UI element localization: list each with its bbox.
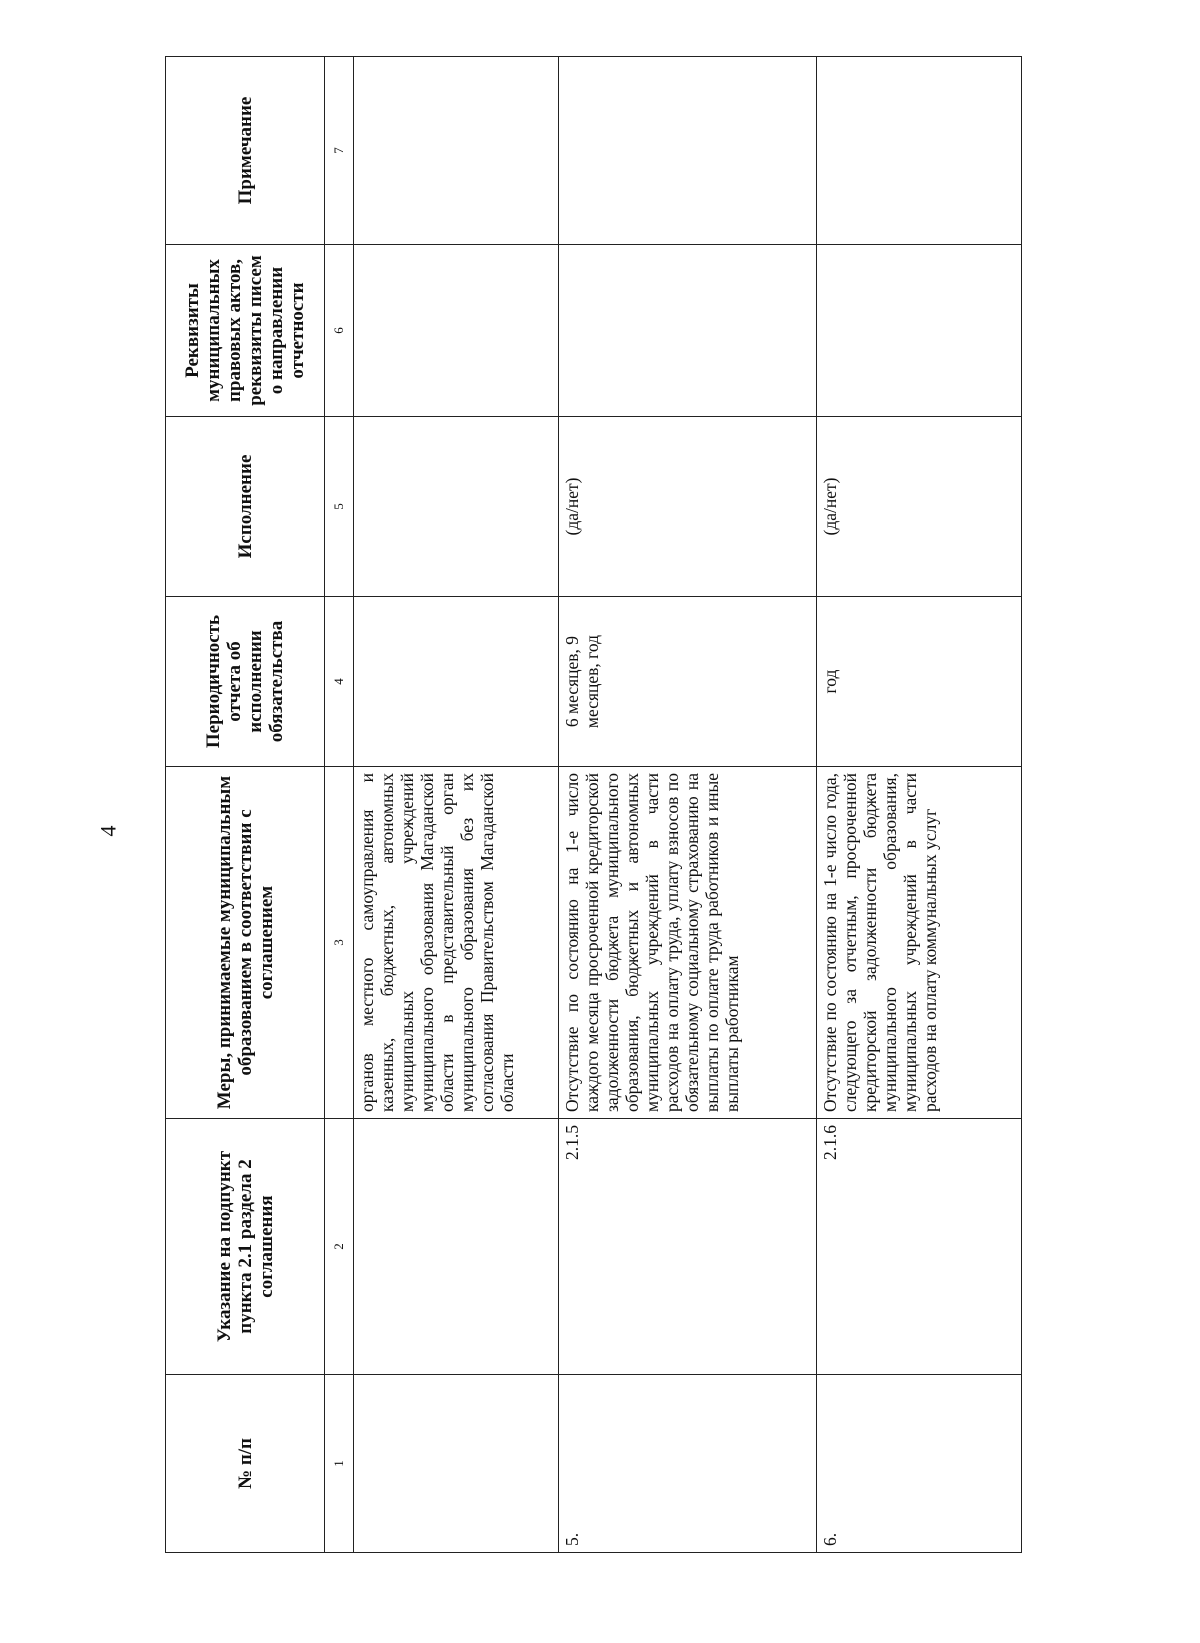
column-number-row [325,57,354,1553]
table-row [817,57,1022,1553]
page-number: 4 [95,825,121,837]
header-measure: Меры, принимаемые муниципальным образованием в соответствии с соглашением [166,767,325,1119]
row-measure: Отсутствие по состоянию на 1-е число года, следующего за отчетным, просроченной кредиторской задолженности бюджета муниципального образования, муниципальных учреждений в части расходов на оплату коммунальных услуг [817,767,1022,1119]
column-number: 5 [325,417,354,597]
header-execution: Исполнение [166,417,325,597]
row-period [354,597,559,767]
row-note [559,57,817,245]
column-number: 7 [325,57,354,245]
column-number: 2 [325,1119,354,1375]
row-measure: органов местного самоуправления и казенных, бюджетных, автономных муниципальных учреждений муниципального образования Магаданской области в представительный орган муниципального образования без их согласования Правительством Магаданской области [354,767,559,1119]
obligations-table [165,56,1022,1553]
header-period: Периодичность отчета об исполнении обязательства [166,597,325,767]
column-number: 4 [325,597,354,767]
table-row [354,57,559,1553]
row-execution: (да/нет) [817,417,1022,597]
row-note [354,57,559,245]
header-num: № п/п [166,1375,325,1553]
header-clause: Указание на подпункт пункта 2.1 раздела 2 соглашения [166,1119,325,1375]
row-period: 6 месяцев, 9 месяцев, год [559,597,817,767]
row-clause [354,1119,559,1375]
column-number: 3 [325,767,354,1119]
row-clause: 2.1.5 [559,1119,817,1375]
header-requisites: Реквизиты муниципальных правовых актов, реквизиты писем о направлении отчетности [166,245,325,417]
header-row [166,57,325,1553]
column-number: 6 [325,245,354,417]
row-requisites [354,245,559,417]
table-row [559,57,817,1553]
row-requisites [559,245,817,417]
row-clause: 2.1.6 [817,1119,1022,1375]
row-measure: Отсутствие по состоянию на 1-е число каждого месяца просроченной кредиторской задолженности бюджета муниципального образования, бюджетных и автономных муниципальных учреждений в части расходов на оплату труда, уплату взносов по обязательному социальному страхованию на выплаты по оплате труда работников и иные выплаты работникам [559,767,817,1119]
row-execution: (да/нет) [559,417,817,597]
row-note [817,57,1022,245]
row-execution [354,417,559,597]
row-requisites [817,245,1022,417]
header-note: Примечание [166,57,325,245]
row-num [354,1375,559,1553]
row-num: 6. [817,1375,1022,1553]
row-period: год [817,597,1022,767]
row-num: 5. [559,1375,817,1553]
table-rotation-wrapper [165,57,940,1553]
column-number: 1 [325,1375,354,1553]
